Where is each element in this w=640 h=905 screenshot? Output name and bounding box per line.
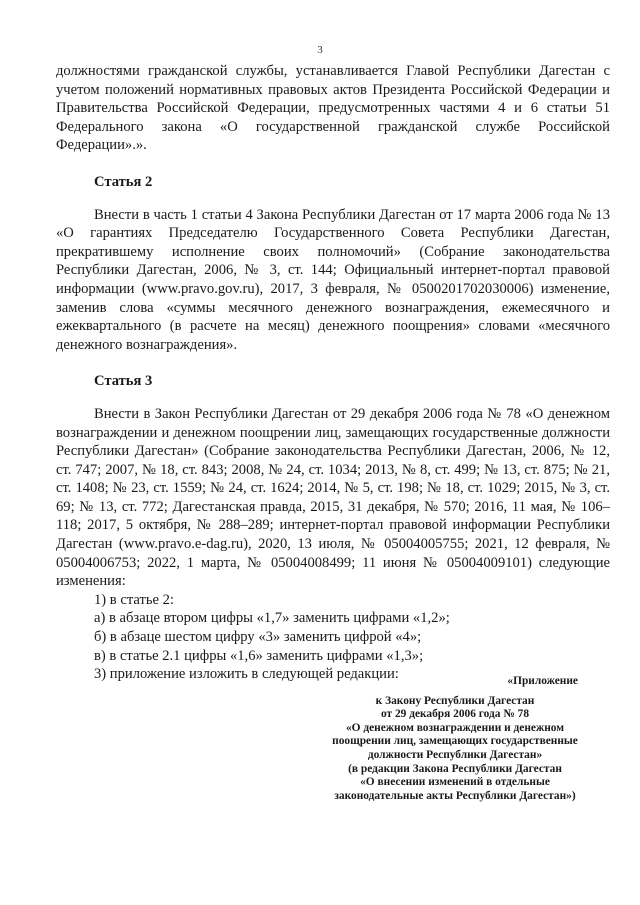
list-item: а) в абзаце втором цифры «1,7» заменить цифрами «1,2»; <box>94 610 450 627</box>
appendix-line: законодательные акты Республики Дагестан») <box>334 789 576 802</box>
continuation-paragraph: должностями гражданской службы, устанавливается Главой Республики Дагестан с учетом положений нормативных правовых актов Президента Российской Федерации и Правительства Российской Федерации, предусмотренных частями 4 и 6 статьи 51 Федерального закона «О государственной гражданской службе Российской Федерации».». <box>56 63 610 154</box>
document-body <box>56 62 610 684</box>
page-number: 3 <box>317 44 323 56</box>
list-item: 3) приложение изложить в следующей редакции: <box>94 666 399 683</box>
appendix-line: поощрении лиц, замещающих государственные <box>332 735 578 748</box>
appendix-line: от 29 декабря 2006 года № 78 <box>380 708 530 721</box>
appendix-line: к Закону Республики Дагестан <box>375 694 535 707</box>
appendix-line: должности Республики Дагестан» <box>367 748 543 761</box>
appendix-title: «Приложение <box>507 675 578 687</box>
list-item: в) в статье 2.1 цифры «1,6» заменить цифрами «1,3»; <box>94 647 424 664</box>
appendix-line: «О денежном вознаграждении и денежном <box>345 721 565 734</box>
appendix-line: «О внесении изменений в отдельные <box>360 776 550 789</box>
article-3-paragraph: Внести в Закон Республики Дагестан от 29 декабря 2006 года № 78 «О денежном вознаграждении и денежном поощрении лиц, замещающих государственные должности Республики Дагестан» (Собрание законодательства Республики Дагестан, 2006, № 12, ст. 747; 2007, № 18, ст. 843; 2008, № 24, ст. 1034; 2013, № 8, ст. 499; № 13, ст. 875; № 21, ст. 1408; № 23, ст. 1559; № 24, ст. 1624; 2014, № 5, ст. 198; № 18, ст. 1029; 2015, № 3, ст. 69; № 13, ст. 772; Дагестанская правда, 2015, 31 декабря, № 570; 2016, 11 мая, № 106–118; 2017, 5 октября, № 288–289; интернет-портал правовой информации Республики Дагестан (www.pravo.e-dag.ru), 2020, 13 июля, № 05004005755; 2021, 12 февраля, № 05004006753; 2022, 1 марта, № 05004008499; 11 июня № 05004009101) следующие изменения: <box>56 405 610 590</box>
article-2-heading: Статья 2 <box>94 173 153 190</box>
article-3-heading: Статья 3 <box>94 373 153 390</box>
article-2-paragraph: Внести в часть 1 статьи 4 Закона Республики Дагестан от 17 марта 2006 года № 13 «О гарантиях Председателю Государственного Совета Республики Дагестан, прекратившему исполнение своих полномочий» (Собрание законодательства Республики Дагестан, 2006, № 3, ст. 144; Официальный интернет-портал правовой информации (www.pravo.gov.ru), 2017, 3 февраля, № 0500201702030006) изменение, заменив слова «суммы месячного денежного вознаграждения, ежемесячного и ежеквартального (в расчете на месяц) денежного поощрения» словами «месячного денежного вознаграждения». <box>56 206 610 353</box>
list-item: б) в абзаце шестом цифру «3» заменить цифрой «4»; <box>94 629 422 646</box>
appendix-header <box>300 675 610 803</box>
list-item: 1) в статье 2: <box>94 591 174 608</box>
appendix-line: (в редакции Закона Республики Дагестан <box>348 762 562 775</box>
